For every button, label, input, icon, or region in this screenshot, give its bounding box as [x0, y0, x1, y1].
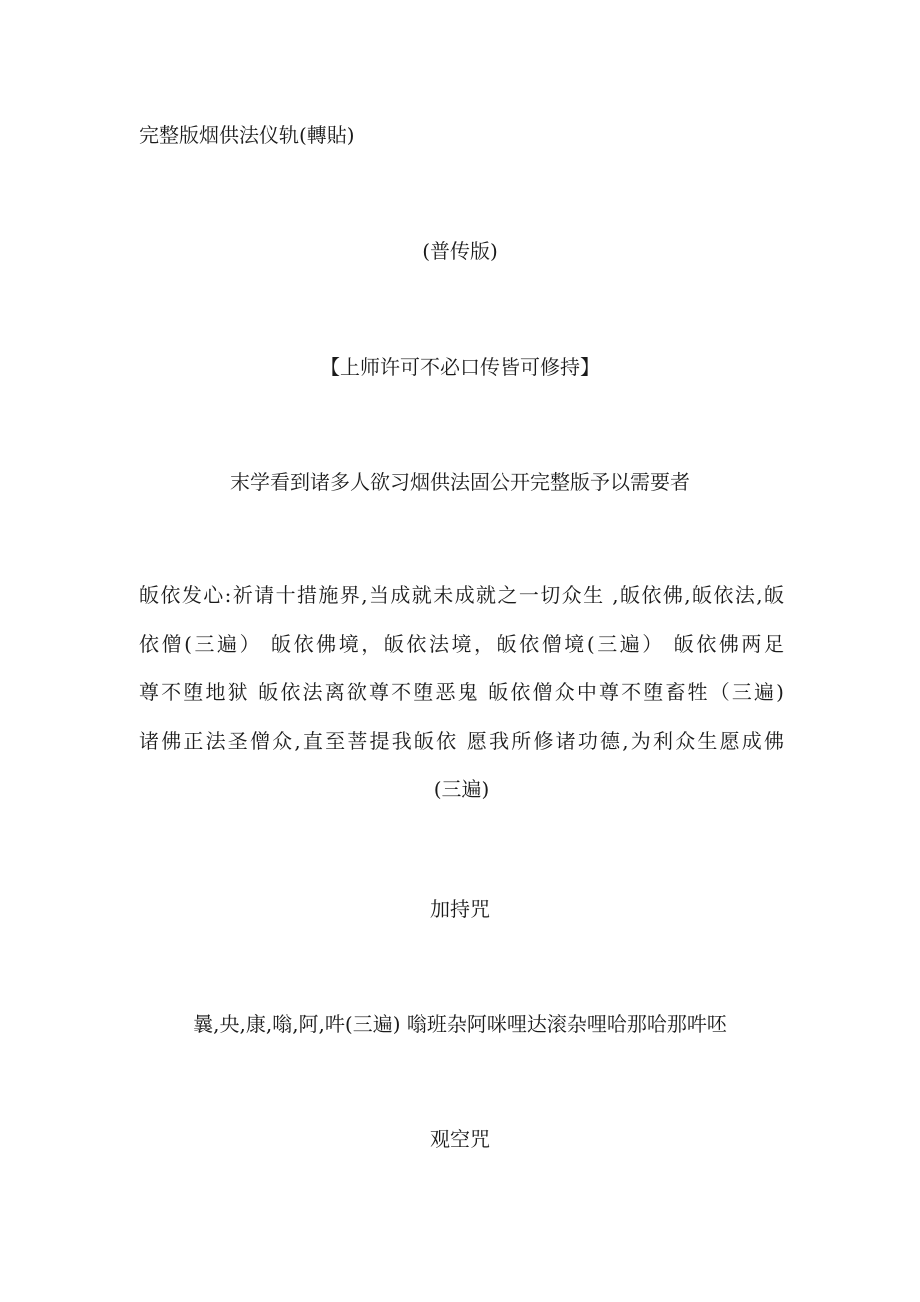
edition-label: (普传版)	[422, 239, 498, 263]
refuge-paragraph	[139, 571, 784, 814]
refuge-line: (三遍)	[433, 777, 490, 801]
document-title: 完整版烟供法仪轨(轉貼)	[139, 123, 355, 147]
intro-line: 末学看到诸多人欲习烟供法固公开完整版予以需要者	[230, 470, 690, 494]
refuge-line: 诸佛正法圣僧众,直至菩提我皈依 愿我所修诸功德,为利众生愿成佛	[139, 728, 784, 753]
blessing-mantra-text: 曩,央,康,嗡,阿,吽(三遍) 嗡班杂阿咪哩达滚杂哩哈那哈那吽呸	[193, 1012, 727, 1036]
refuge-line: 依僧(三遍） 皈依佛境，皈依法境，皈依僧境(三遍） 皈依佛两足	[139, 631, 784, 656]
refuge-line: 尊不堕地狱 皈依法离欲尊不堕恶鬼 皈依僧众中尊不堕畜牲（三遍)	[139, 680, 784, 704]
emptiness-mantra-heading: 观空咒	[430, 1127, 490, 1151]
refuge-line: 皈依发心:祈请十措施界,当成就未成就之一切众生 ,皈依佛,皈依法,皈	[139, 583, 784, 607]
blessing-mantra-heading: 加持咒	[430, 897, 490, 921]
permission-notice: 【上师许可不必口传皆可修持】	[320, 355, 600, 379]
